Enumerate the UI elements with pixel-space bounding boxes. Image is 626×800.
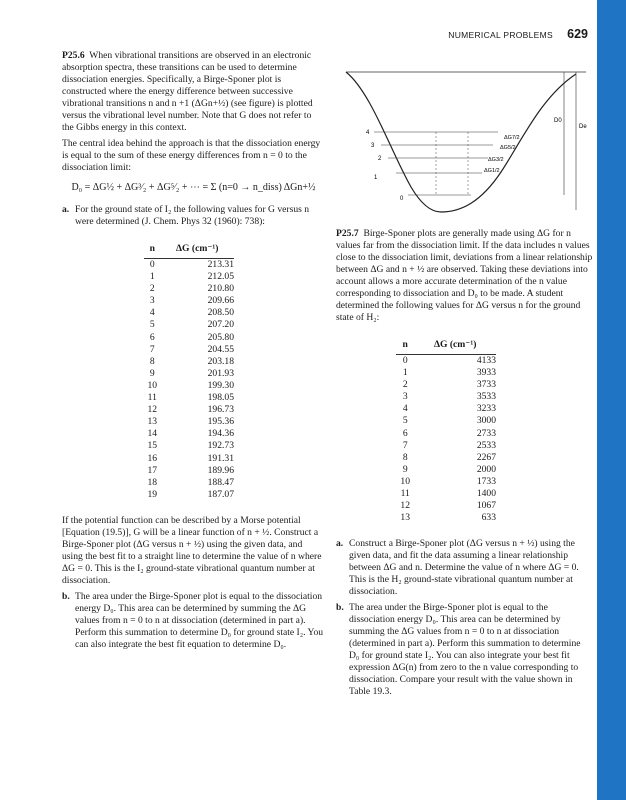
table-row: [396, 379, 496, 391]
cell-n: 2: [149, 283, 155, 295]
potential-curve: [346, 72, 576, 212]
cell-n: 12: [147, 404, 158, 416]
table-row: [144, 295, 234, 307]
col-header-n: n: [396, 338, 414, 355]
p25-6-para2: The central idea behind the approach is that the dissociation energy is equal to the sum of these energy differences from n = 0 to the dissociation limit:: [62, 138, 321, 173]
table-row: [144, 416, 234, 428]
cell-delta-g: 208.50: [207, 307, 234, 319]
cell-n: 2: [402, 379, 408, 391]
cell-n: 19: [147, 488, 158, 500]
left-column: [62, 50, 325, 655]
table-row: [144, 428, 234, 440]
cell-delta-g: 195.36: [207, 416, 234, 428]
table-row: [396, 476, 496, 488]
table-header-row: [396, 338, 496, 355]
cell-n: 5: [402, 415, 408, 427]
right-column: [336, 228, 593, 702]
table-row: [144, 319, 234, 331]
part-b: [336, 602, 593, 698]
cell-delta-g: 209.66: [207, 295, 234, 307]
table-row: [144, 404, 234, 416]
page-number: 629: [567, 27, 588, 41]
table-row: [396, 440, 496, 452]
cell-delta-g: 213.31: [207, 259, 234, 270]
level-label: 0: [400, 196, 404, 202]
table-row: [144, 440, 234, 452]
cell-n: 7: [402, 439, 408, 451]
level-label: 3: [371, 143, 375, 149]
table-row: [396, 367, 496, 379]
cell-n: 0: [149, 259, 155, 270]
table-row: [396, 428, 496, 440]
cell-n: 0: [402, 355, 408, 366]
table-row: [144, 489, 234, 501]
cell-delta-g: 2733: [476, 427, 496, 439]
cell-n: 8: [402, 451, 408, 463]
table-row: [144, 453, 234, 465]
de-label: De: [579, 124, 587, 130]
cell-n: 14: [147, 428, 158, 440]
part-label: a.: [336, 538, 344, 550]
cell-delta-g: 196.73: [207, 404, 234, 416]
table-row: [396, 452, 496, 464]
table-row: [144, 356, 234, 368]
cell-delta-g: 198.05: [207, 392, 234, 404]
table-row: [396, 464, 496, 476]
cell-n: 13: [147, 416, 158, 428]
table-row: [144, 259, 234, 272]
part-label: a.: [62, 204, 70, 215]
cell-n: 6: [149, 331, 155, 343]
i2-data-table: [144, 242, 234, 501]
col-header-n: n: [144, 242, 161, 259]
cell-delta-g: 191.31: [207, 452, 234, 464]
p25-7-intro: [336, 228, 593, 324]
cell-n: 6: [402, 427, 408, 439]
cell-delta-g: 3233: [476, 403, 496, 415]
cell-delta-g: 2533: [476, 439, 496, 451]
cell-n: 3: [149, 295, 155, 307]
part-label: b.: [62, 590, 70, 602]
cell-delta-g: 201.93: [207, 367, 234, 379]
part-label: b.: [336, 602, 344, 614]
cell-n: 9: [149, 367, 155, 379]
table-row: [144, 283, 234, 295]
cell-delta-g: 189.96: [207, 464, 234, 476]
table-row: [396, 403, 496, 415]
page-header: [0, 27, 597, 43]
part-text: Construct a Birge-Sponer plot (ΔG versus n + ½) using the given data, and fit the data assuming a linear relationship between ΔG and n. Determine the value of n where ΔG = 0. This is the H₂ ground-state vibrational quantum number at dissociation.: [349, 538, 579, 598]
running-head: NUMERICAL PROBLEMS: [448, 30, 553, 40]
cell-delta-g: 1067: [476, 500, 496, 512]
cell-n: 10: [147, 379, 158, 391]
cell-n: 11: [147, 392, 157, 404]
cell-n: 12: [400, 500, 410, 512]
cell-delta-g: 1733: [476, 475, 496, 487]
cell-n: 1: [149, 271, 155, 283]
col-header-dg: ΔG (cm⁻¹): [161, 242, 234, 259]
table-row: [144, 465, 234, 477]
cell-n: 10: [400, 475, 410, 487]
table-header-row: [144, 242, 234, 259]
cell-delta-g: 203.18: [207, 355, 234, 367]
table-row: [396, 415, 496, 427]
cell-delta-g: 187.07: [207, 488, 234, 500]
problem-text: Birge-Sponer plots are generally made using ΔG for n values far from the dissociation limit. If the data includes n values close to the dissociation limit, deviations from a linear relationship between ΔG and n + ½ are observed. Taking these deviations into account allows a more accurate determination of the n value corresponding to dissociation and D₀ to be made. A student determined the following values for ΔG versus n for the ground state of H₂:: [336, 228, 593, 323]
cell-delta-g: 199.30: [207, 379, 234, 391]
level-label: 4: [366, 130, 370, 136]
level-label: 1: [374, 175, 378, 181]
problem-number: P25.6: [62, 50, 85, 61]
cell-delta-g: 3533: [476, 391, 496, 403]
table-row: [144, 307, 234, 319]
gap-label: ΔG3/2: [488, 157, 504, 163]
cell-delta-g: 205.80: [207, 331, 234, 343]
dissociation-equation: D₀ = ΔG½ + ΔG³⁄₂ + ΔG⁵⁄₂ + ⋯ = Σ (n=0 → n_diss) ΔGn+½: [71, 182, 316, 193]
cell-n: 13: [400, 512, 410, 524]
cell-n: 3: [402, 391, 408, 403]
table-row: [396, 355, 496, 368]
table-row: [144, 392, 234, 404]
cell-n: 17: [147, 464, 158, 476]
table-row: [396, 500, 496, 512]
part-a: [336, 538, 593, 598]
cell-n: 4: [402, 403, 408, 415]
cell-delta-g: 4133: [476, 355, 496, 366]
table-row: [396, 512, 496, 524]
cell-delta-g: 2000: [476, 463, 496, 475]
cell-delta-g: 1400: [476, 488, 496, 500]
table-row: [144, 344, 234, 356]
cell-delta-g: 2267: [476, 451, 496, 463]
p25-6-after-table: If the potential function can be described by a Morse potential [Equation (19.5)], G will be a linear function of n + ½. Construct a Birge-Sponer plot (ΔG versus n + ½) using the given data, and using the best fit to a straight line to determine the value of n where ΔG = 0. This is the I₂ ground-state vibrational quantum number at dissociation.: [62, 514, 322, 586]
p25-6-intro: [62, 50, 325, 134]
table-row: [144, 477, 234, 489]
cell-n: 15: [147, 440, 158, 452]
cell-delta-g: 207.20: [207, 319, 234, 331]
part-a: [62, 204, 325, 228]
cell-n: 11: [400, 488, 410, 500]
chapter-tab-bar: [597, 0, 626, 800]
part-b: [62, 591, 325, 651]
potential-well-figure: [336, 52, 594, 222]
cell-n: 1: [402, 367, 408, 379]
cell-delta-g: 3000: [476, 415, 496, 427]
cell-n: 4: [149, 307, 155, 319]
h2-data-table: [396, 338, 496, 524]
cell-n: 18: [147, 476, 158, 488]
problem-number: P25.7: [336, 228, 359, 239]
part-text: The area under the Birge-Sponer plot is equal to the dissociation energy D₀. This area can be determined by summing the ΔG values from n = 0 to n at dissociation (determined in part a). Perform this summation to determine D₀ for ground state I₂. You can also integrate your best fit expression ΔG(n) from zero to the n value corresponding to dissociation. Compare your result with the value shown in Table 19.3.: [349, 602, 581, 698]
cell-n: 16: [147, 452, 158, 464]
gap-label: ΔG7/2: [504, 135, 520, 141]
table-row: [396, 391, 496, 403]
level-label: 2: [378, 156, 382, 162]
table-row: [144, 380, 234, 392]
cell-n: 7: [149, 343, 155, 355]
cell-delta-g: 210.80: [207, 283, 234, 295]
part-text: For the ground state of I₂ the following values for G versus n were determined (J. Chem. Phys 32 (1960): 738):: [75, 204, 310, 227]
gap-label: ΔG1/2: [484, 168, 500, 174]
cell-delta-g: 3733: [476, 379, 496, 391]
cell-n: 8: [149, 355, 155, 367]
table-row: [396, 488, 496, 500]
cell-delta-g: 3933: [476, 367, 496, 379]
cell-n: 5: [149, 319, 155, 331]
part-text: The area under the Birge-Sponer plot is equal to the dissociation energy D₀. This area can be determined by summing the ΔG values from n = 0 to n at dissociation (determined in part a). Perform this summation to determine D₀ for ground state I₂. You can also integrate the best fit equation to determine D₀.: [75, 590, 324, 650]
col-header-dg: ΔG (cm⁻¹): [414, 338, 496, 355]
cell-delta-g: 204.55: [207, 343, 234, 355]
cell-delta-g: 188.47: [207, 476, 234, 488]
d0-label: D0: [554, 118, 562, 124]
cell-delta-g: 212.05: [207, 271, 234, 283]
problem-text: When vibrational transitions are observed in an electronic absorption spectra, these transitions can be used to determine dissociation energies. Specifically, a Birge-Sponer plot is constructed where the energy difference between successive vibrational transitions n and n +1 (ΔGn+½) (see figure) is plotted versus the vibrational level number. Note that G does not refer to the Gibbs energy in this context.: [62, 50, 313, 133]
cell-delta-g: 192.73: [207, 440, 234, 452]
cell-n: 9: [402, 463, 408, 475]
gap-label: ΔG5/2: [500, 145, 516, 151]
table-row: [144, 332, 234, 344]
cell-delta-g: 633: [481, 512, 496, 524]
cell-delta-g: 194.36: [207, 428, 234, 440]
table-row: [144, 368, 234, 380]
table-row: [144, 271, 234, 283]
